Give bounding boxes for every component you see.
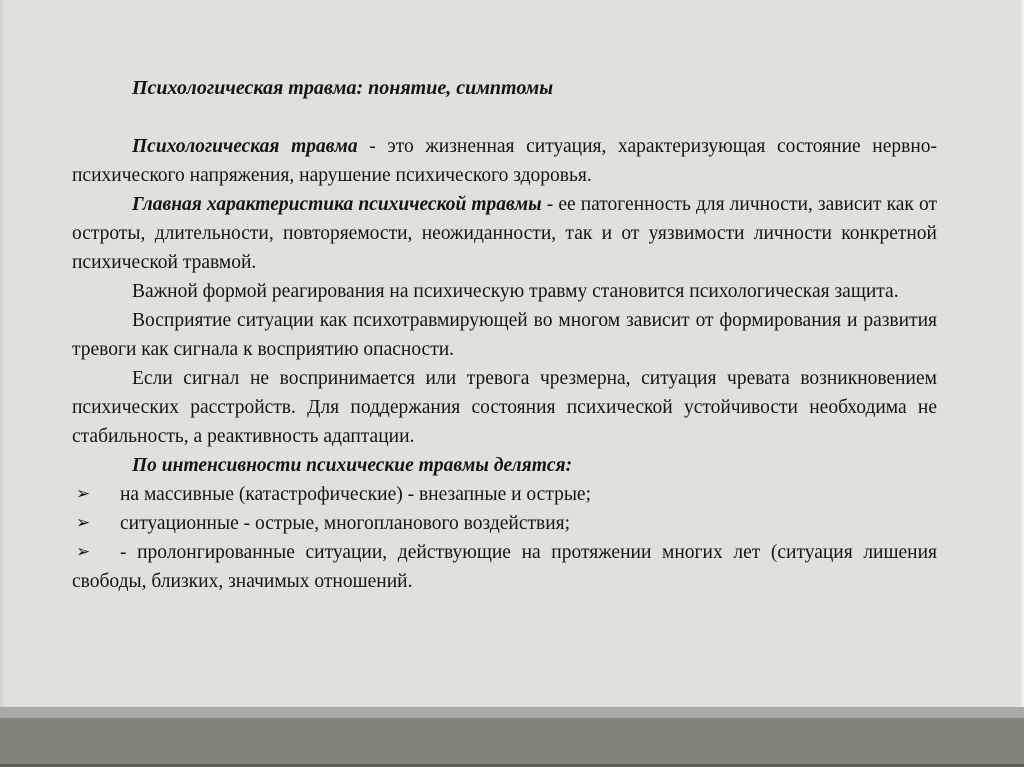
paragraph: Психологическая травма - это жизненная ситуация, характеризующая состояние нервно-психического напряжения, нарушение психического здоровья.	[72, 136, 938, 186]
paragraph-lead: Главная характеристика психической травмы	[132, 194, 542, 215]
slide-body	[72, 132, 937, 451]
paragraph: Восприятие ситуации как психотравмирующей во многом зависит от формирования и развития тревоги как сигнала к восприятию опасности.	[72, 310, 937, 360]
paragraph: Важной формой реагирования на психическую травму становится психологическая защита.	[132, 281, 899, 302]
paragraph: Если сигнал не воспринимается или тревога чрезмерна, ситуация чревата возникновением психических расстройств. Для поддержания состояния психической устойчивости необходима не стабильность, а реактивность адаптации.	[72, 368, 937, 447]
bullet-list	[72, 480, 937, 596]
list-heading: По интенсивности психические травмы делятся:	[132, 455, 573, 476]
bullet-text: на массивные (катастрофические) - внезапные и острые;	[120, 484, 591, 505]
bullet-text: - пролонгированные ситуации, действующие на протяжении многих лет (ситуация лишения свободы, близких, значимых отношений.	[72, 542, 937, 592]
slide-title: Психологическая травма: понятие, симптомы	[132, 77, 554, 99]
arrow-bullet-icon: ➢	[76, 484, 91, 504]
footer-strip	[0, 707, 1024, 718]
bullet-item	[72, 480, 937, 509]
arrow-bullet-icon: ➢	[76, 542, 91, 562]
footer-bar	[0, 718, 1024, 767]
paragraph: Главная характеристика психической травмы - ее патогенность для личности, зависит как от остроты, длительности, повторяемости, неожиданности, так и от уязвимости личности конкретной психической травмой.	[72, 194, 937, 273]
bullet-item	[72, 538, 937, 596]
arrow-bullet-icon: ➢	[76, 513, 91, 533]
bullet-text: ситуационные - острые, многопланового воздействия;	[120, 513, 571, 534]
bullet-item	[72, 509, 937, 538]
paragraph-lead: Психологическая травма	[132, 136, 358, 157]
